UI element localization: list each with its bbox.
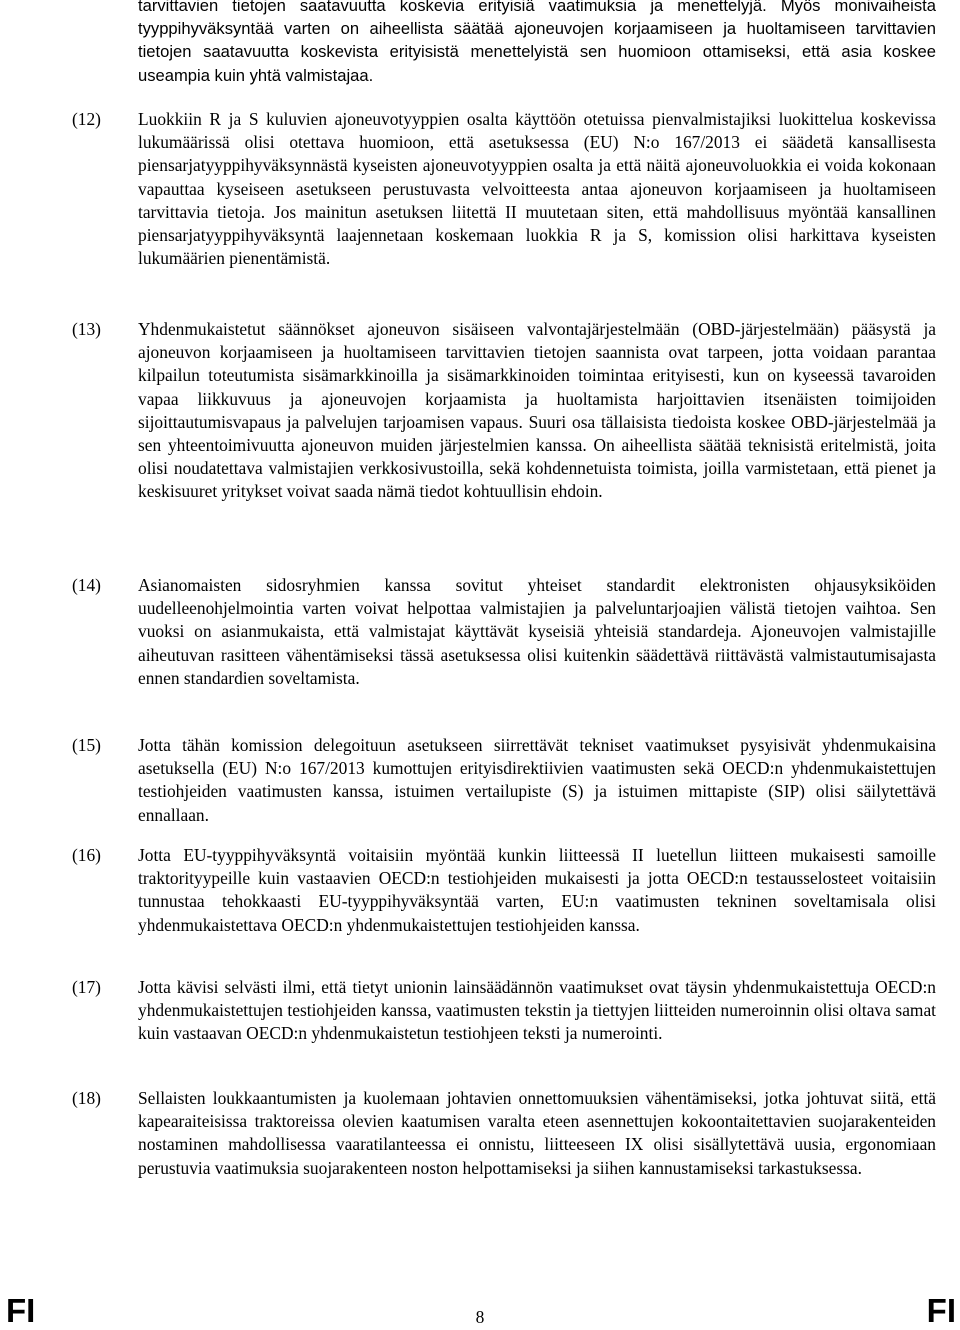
continued-paragraph: tarvittavien tietojen saatavuutta koskevia erityisiä vaatimuksia ja menettelyjä. Myös monivaiheista tyyppihyväksyntää varten on aiheellista säätää ajoneuvojen korjaamiseen ja huoltamiseen tarvittavien tietojen saatavuutta koskevista erityisistä menettelyistä sen huomioon ottamiseksi, että asia koskee useampia kuin yhtä valmistajaa. [138,0,936,85]
paragraph-text: Sellaisten loukkaantumisten ja kuolemaan johtavien onnettomuuksien vähentämiseksi, jotka johtuvat siitä, että kapearaiteisissa traktoreissa olevien kaatumisen varalta eteen asennettujen kokoontaitettavien suojarakenteiden nostaminen mahdollisessa vaaratilanteessa ei onnistu, liitteeseen IX olisi sisällytettävä uusia, ergonomiaan perustuvia vaatimuksia suojarakenteen noston helpottamiseksi ja siihen kannustamiseksi tarkastuksessa. [138,1088,936,1178]
paragraph-text: Luokkiin R ja S kuluvien ajoneuvotyyppien osalta käyttöön otetuissa pienvalmistajiksi luokittelua koskevissa lukumäärissä olisi otettava huomioon, että asetuksessa (EU) N:o 167/2013 ei säädetä kansallisesta piensarjatyyppihyväksynnästä kyseisten ajoneuvotyyppien osalta ja että näitä ajoneuvoluokkia ei voida kokonaan vapauttaa kyseiseen asetukseen perustuvasta velvoitteesta antaa ajoneuvon korjaamiseen ja huoltamiseen tarvittavia tietoja. Jos mainitun asetuksen liitettä II muutetaan siten, että mahdollisuus myöntää kansallinen piensarjatyyppihyväksyntä laajennetaan koskemaan luokkia R ja S, komission olisi harkittava kyseisten lukumäärien pienentämistä. [138,109,936,269]
paragraph-text: Asianomaisten sidosryhmien kanssa sovitut yhteiset standardit elektronisten ohjausyksiköiden uudelleenohjelmointia varten voivat helpottaa valmistajien ja palveluntarjoajien välistä tietojen vaihtoa. Sen vuoksi on asianmukaista, että valmistajat käyttävät kyseisiä yhteisiä standardeja. Ajoneuvojen valmistajille aiheutuvan rasitteen vähentämiseksi tässä asetuksessa olisi kuitenkin säädettävä riittävästä valmistautumisajasta ennen standardien soveltamista. [138,575,936,688]
paragraph-text: Jotta kävisi selvästi ilmi, että tietyt unionin lainsäädännön vaatimukset ovat täysin yhdenmukaistettuja OECD:n yhdenmukaistettujen testiohjeiden kanssa, vaatimusten tekstin ja tiettyjen liitteiden numeroinnin olisi oltava samat kuin vastaavan OECD:n yhdenmukaistetun testiohjeen teksti ja numerointi. [138,977,936,1044]
footer-language-right: FI [926,1292,956,1329]
paragraph-number: (18) [72,1088,101,1108]
paragraph-number: (13) [72,319,101,339]
paragraph-text: Jotta EU-tyyppihyväksyntä voitaisiin myöntää kunkin liitteessä II luetellun liitteen mukaisesti samoille traktorityypeille kuin vastaavien OECD:n testiohjeiden mukaisesti ja jotta OECD:n testausselosteet voitaisiin tunnustaa tehokkaasti EU-tyyppihyväksyntää varten, EU:n vaatimusten tekninen soveltamisala olisi yhdenmukaistettava OECD:n yhdenmukaistettujen testiohjeiden kanssa. [138,845,936,935]
paragraph-text: Yhdenmukaistetut säännökset ajoneuvon sisäiseen valvontajärjestelmään (OBD-järjestelmään) pääsystä ja ajoneuvon korjaamiseen ja huoltamiseen tarvittavien tietojen saannista ovat tarpeen, jotta voidaan parantaa kilpailun toteutumista sisämarkkinoilla ja sisämarkkinoiden toimintaa erityisesti, kun on kyseessä tavaroiden vapaa liikkuvuus ja ajoneuvojen korjaamista ja huoltamista harjoittavien itsenäisten toimijoiden sijoittautumisvapaus ja palvelujen tarjoamisen vapaus. Suuri osa tällaisista tiedoista koskee OBD-järjestelmää ja sen yhteentoimivuutta ajoneuvon muiden järjestelmien kanssa. On aiheellista säätää teknisistä eritelmistä, joita olisi noudatettava valmistajien verkkosivustoilla, sekä kohdennetuista toimista, joilla varmistetaan, että pienet ja keskisuuret yritykset voivat saada nämä tiedot kohtuullisin ehdoin. [138,319,936,502]
paragraph-text: Jotta tähän komission delegoituun asetukseen siirrettävät tekniset vaatimukset pysyisivät yhdenmukaisina asetuksella (EU) N:o 167/2013 kumottujen erityisdirektiivien vaatimusten sekä OECD:n yhdenmukaistettujen testiohjeiden vaatimusten kanssa, istuimen vertailupiste (S) ja istuimen mittapiste (SIP) olisi säilytettävä ennallaan. [138,735,936,825]
paragraph-number: (12) [72,109,101,129]
footer-language-left: FI [6,1292,36,1329]
paragraph-number: (16) [72,845,101,865]
paragraph-number: (17) [72,977,101,997]
page-number: 8 [475,1307,485,1327]
paragraph-number: (15) [72,735,101,755]
paragraph-number: (14) [72,575,101,595]
